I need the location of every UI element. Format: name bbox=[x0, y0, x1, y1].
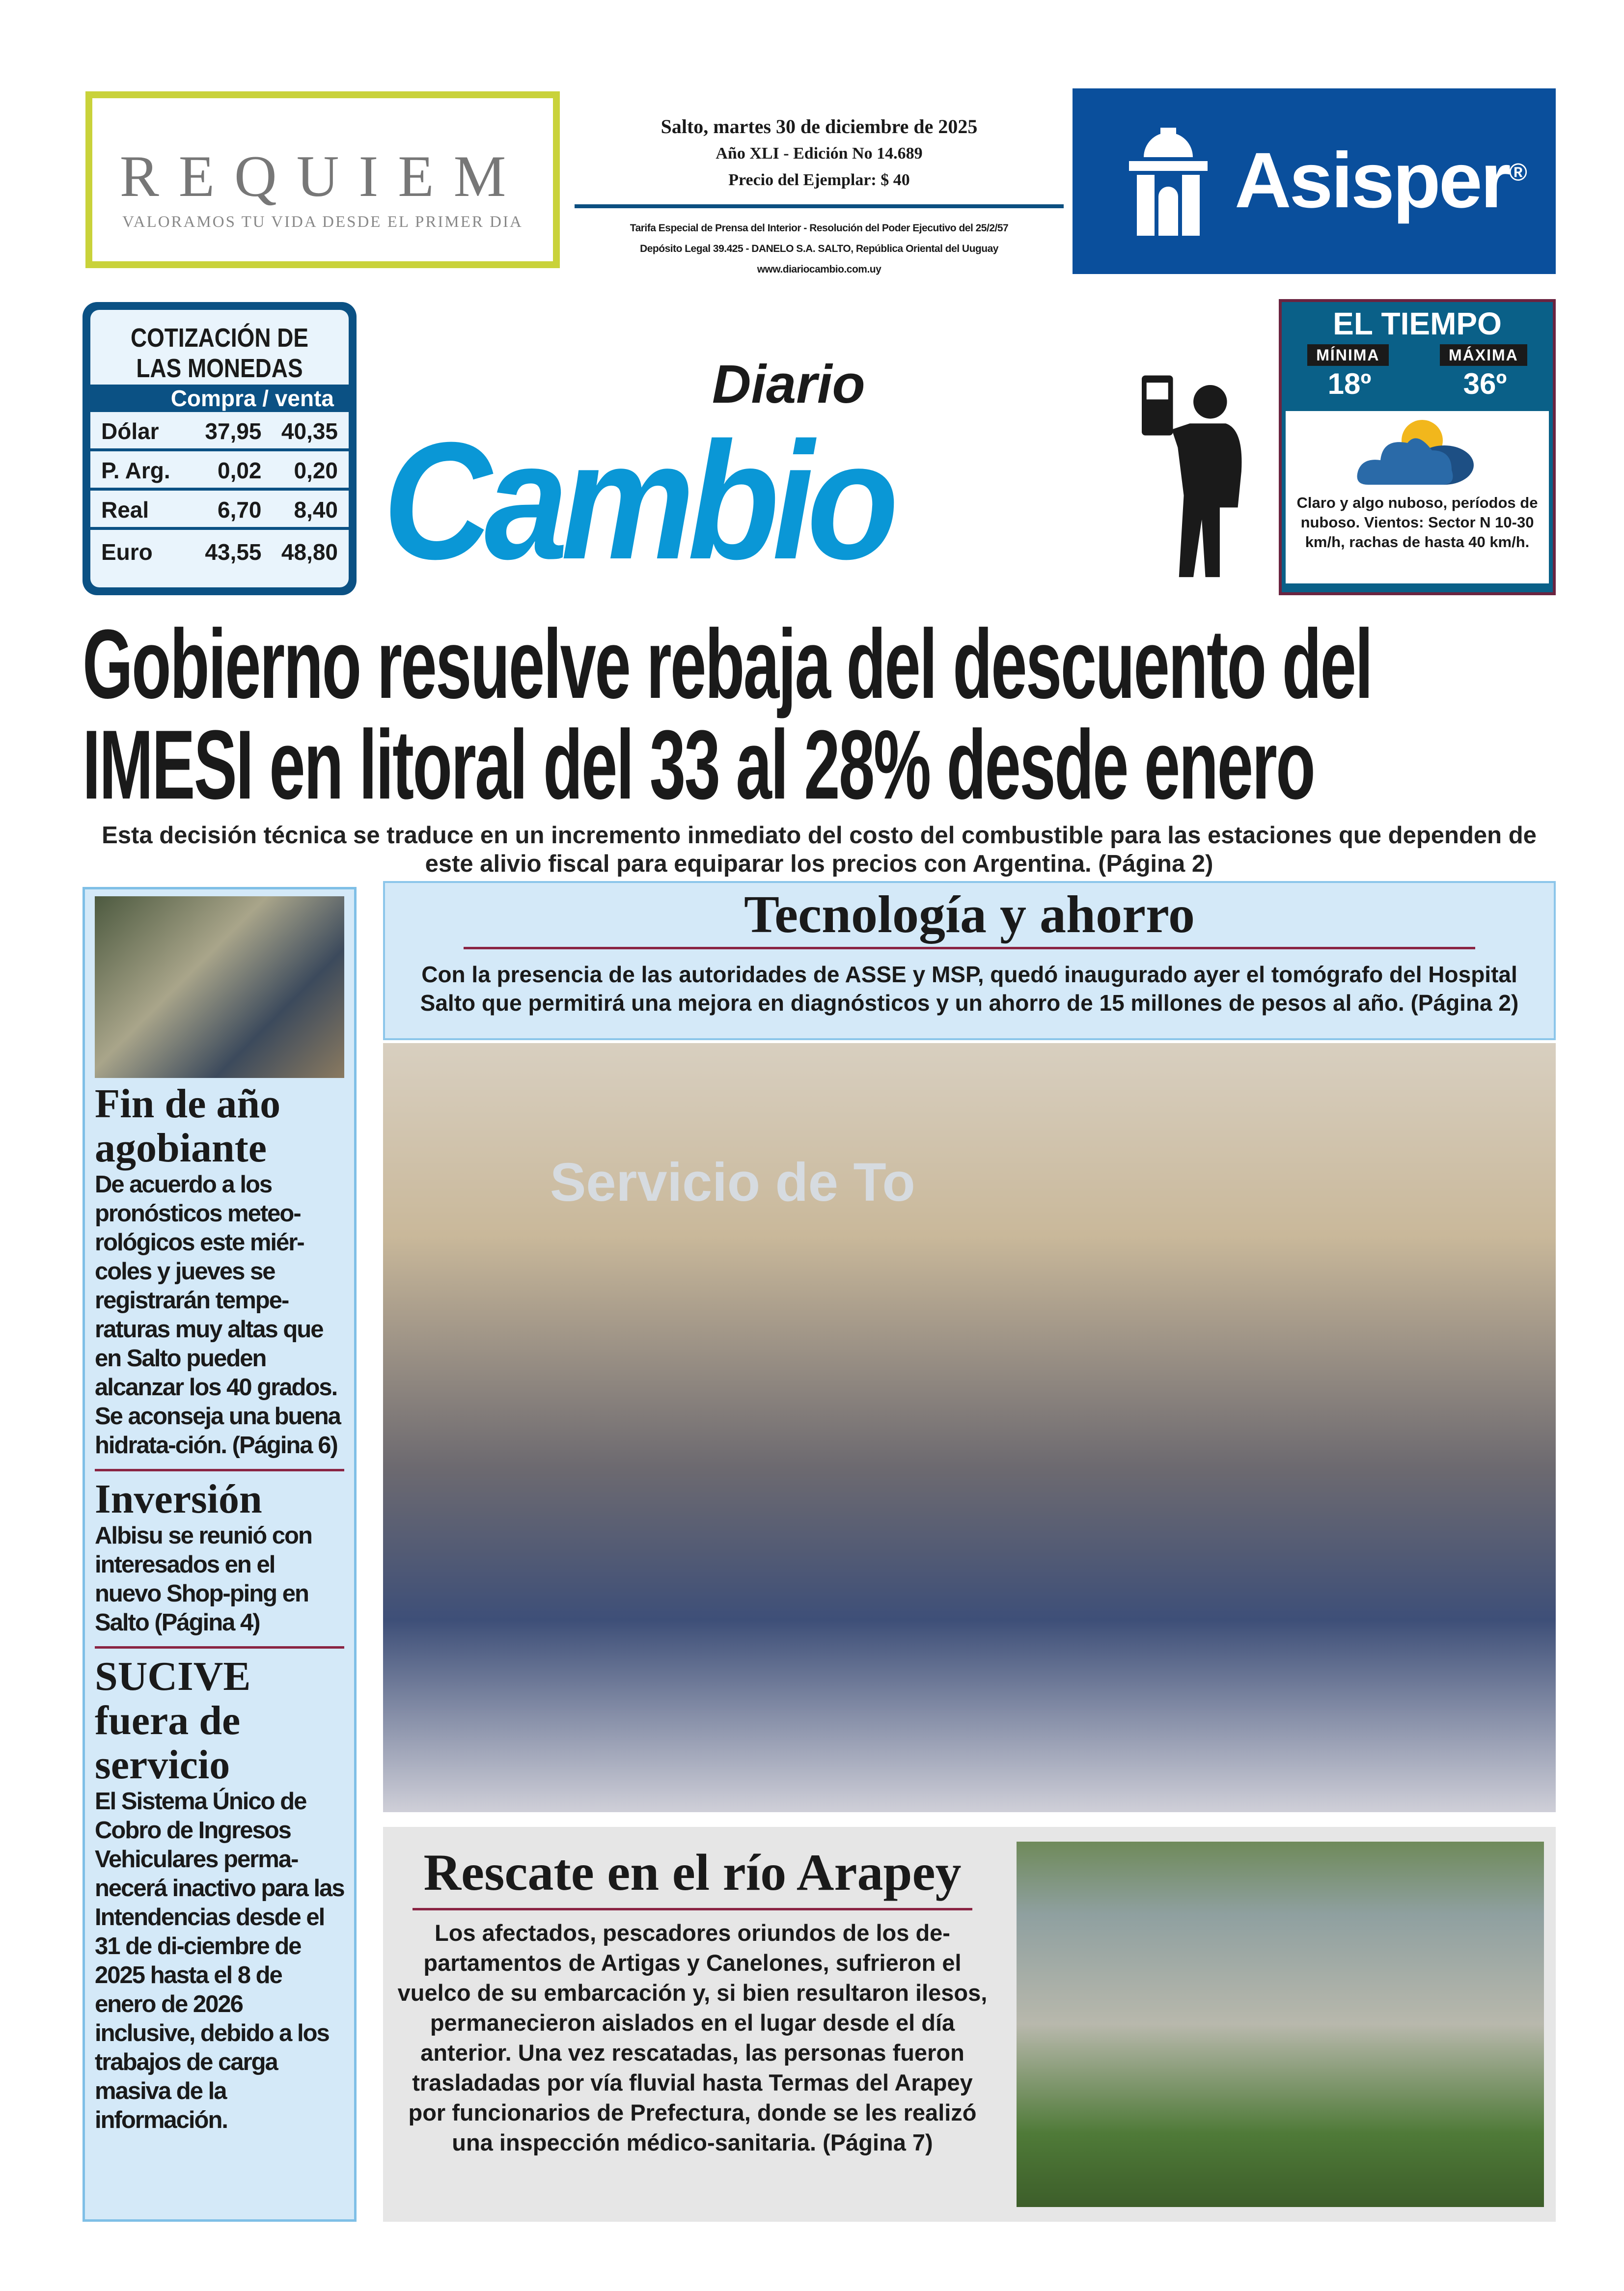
article-title[interactable]: Rescate en el río Arapey bbox=[423, 1844, 962, 1901]
divider bbox=[575, 204, 1064, 208]
tomografo-inauguration-photo bbox=[383, 1043, 1556, 1812]
weather-description: Claro y algo nuboso, períodos de nuboso. Vientos: Sector N 10-30 km/h, rachas de hasta 40 km/h. bbox=[1296, 494, 1538, 551]
weather-box bbox=[1279, 299, 1556, 595]
photo-sign: Servicio de To bbox=[550, 1152, 915, 1213]
currency-rates-box bbox=[83, 302, 357, 595]
tarifa-note: Tarifa Especial de Prensa del Interior - Resolución del Poder Ejecutivo del 25/2/57 bbox=[630, 222, 1009, 234]
main-headline[interactable] bbox=[83, 609, 1556, 820]
sell-rate: 48,80 bbox=[281, 539, 338, 565]
issue-date: Salto, martes 30 de diciembre de 2025 bbox=[661, 115, 978, 138]
article-title[interactable]: Fin de año agobiante bbox=[95, 1081, 281, 1171]
weather-title: EL TIEMPO bbox=[1333, 306, 1502, 341]
requiem-logo: REQUIEM bbox=[119, 143, 526, 209]
divider bbox=[413, 1908, 972, 1910]
currency-name: Euro bbox=[101, 539, 153, 565]
article-body: Los afectados, pescadores oriundos de los de-partamentos de Artigas y Canelones, sufrieron el vuelco de su embarcación y, si bien resultaron ilesos, permanecieron aislados en el lugar desde el día anterior. Una vez rescatadas, las personas fueron trasladadas por vía fluvial hasta Termas del Arapey por funcionarios de Prefectura, donde se les realizó una inspección médico-sanitaria. (Página 7) bbox=[397, 1920, 988, 2155]
currency-row bbox=[90, 530, 349, 569]
main-subhead: Esta decisión técnica se traduce en un incremento inmediato del costo del combustible para las estaciones que dependen de este alivio fiscal para equiparar los precios con Argentina. (Página 2) bbox=[102, 822, 1537, 877]
left-column bbox=[83, 887, 357, 2222]
currency-name: Real bbox=[101, 497, 149, 523]
article-body: Con la presencia de las autoridades de ASSE y MSP, quedó inaugurado ayer el tomógrafo del Hospital Salto que permitirá una mejora en diagnósticos y un ahorro de 15 millones de pesos al año. (Página 2) bbox=[420, 962, 1519, 1016]
partly-cloudy-icon bbox=[1353, 416, 1481, 490]
headline-line-2: IMESI en litoral del 33 al 28% desde enero bbox=[83, 710, 1315, 820]
river-rescue-photo bbox=[1017, 1842, 1544, 2207]
divider bbox=[95, 1469, 344, 1471]
asisper-building-icon bbox=[1119, 128, 1217, 236]
registered-mark: ® bbox=[1509, 158, 1525, 186]
currency-row bbox=[90, 491, 349, 530]
child-water-photo bbox=[95, 896, 344, 1078]
masthead-info bbox=[575, 113, 1064, 280]
logo-cambio: Cambio bbox=[383, 408, 892, 594]
article-body: El Sistema Único de Cobro de Ingresos Vehiculares perma-necerá inactivo para las Intendencias desde el 31 de di-ciembre de 2025 hasta el 8 de enero de 2026 inclusive, debido a los trabajos de carga masiva de la información. bbox=[95, 1788, 344, 2133]
max-label: MÁXIMA bbox=[1440, 344, 1527, 366]
article-body: Albisu se reunió con interesados en el nuevo Shop-ping en Salto (Página 4) bbox=[95, 1522, 312, 1636]
article-title[interactable]: SUCIVE fuera de servicio bbox=[95, 1654, 251, 1788]
buy-rate: 43,55 bbox=[205, 539, 262, 565]
divider bbox=[464, 947, 1475, 949]
deposito-note: Depósito Legal 39.425 - DANELO S.A. SALTO, República Oriental del Uuguay bbox=[640, 243, 998, 254]
currency-row bbox=[90, 451, 349, 491]
currency-title: COTIZACIÓN DE LAS MONEDAS bbox=[130, 323, 309, 383]
man-with-phone-icon bbox=[1134, 363, 1257, 580]
buy-rate: 0,02 bbox=[217, 458, 262, 483]
diario-cambio-logo[interactable] bbox=[383, 354, 1267, 594]
article-title[interactable]: Inversión bbox=[95, 1476, 262, 1522]
min-temp: 18º bbox=[1327, 367, 1372, 400]
article-title[interactable]: Tecnología y ahorro bbox=[743, 885, 1195, 944]
requiem-tagline: VALORAMOS TU VIDA DESDE EL PRIMER DIA bbox=[122, 213, 523, 231]
min-label: MÍNIMA bbox=[1307, 344, 1388, 366]
sell-rate: 8,40 bbox=[294, 497, 338, 523]
asisper-ad[interactable] bbox=[1073, 88, 1556, 274]
currency-row bbox=[90, 412, 349, 451]
max-temp: 36º bbox=[1463, 367, 1507, 400]
currency-name: P. Arg. bbox=[101, 458, 170, 483]
asisper-logo: Asisper bbox=[1235, 136, 1509, 224]
logo-diario: Diario bbox=[712, 354, 865, 414]
currency-name: Dólar bbox=[101, 418, 159, 444]
rescate-article bbox=[383, 1827, 1556, 2222]
issue-price: Precio del Ejemplar: $ 40 bbox=[728, 171, 910, 189]
buy-rate: 37,95 bbox=[205, 418, 262, 444]
sell-rate: 0,20 bbox=[294, 458, 338, 483]
sell-rate: 40,35 bbox=[281, 418, 338, 444]
buy-rate: 6,70 bbox=[217, 497, 262, 523]
currency-subtitle: Compra / venta bbox=[90, 385, 349, 412]
article-body: De acuerdo a los pronósticos meteo-rológicos este miér-coles y jueves se registrarán tempe-raturas muy altas que en Salto pueden alcanzar los 40 grados. Se aconseja una buena hidrata-ción. (Página 6) bbox=[95, 1171, 340, 1459]
tecnologia-article bbox=[383, 881, 1556, 1040]
divider bbox=[95, 1646, 344, 1649]
edition-number: Año XLI - Edición No 14.689 bbox=[716, 144, 923, 163]
headline-line-1: Gobierno resuelve rebaja del descuento del bbox=[83, 609, 1372, 719]
requiem-ad[interactable] bbox=[85, 91, 560, 268]
website-link[interactable]: www.diariocambio.com.uy bbox=[757, 264, 881, 275]
